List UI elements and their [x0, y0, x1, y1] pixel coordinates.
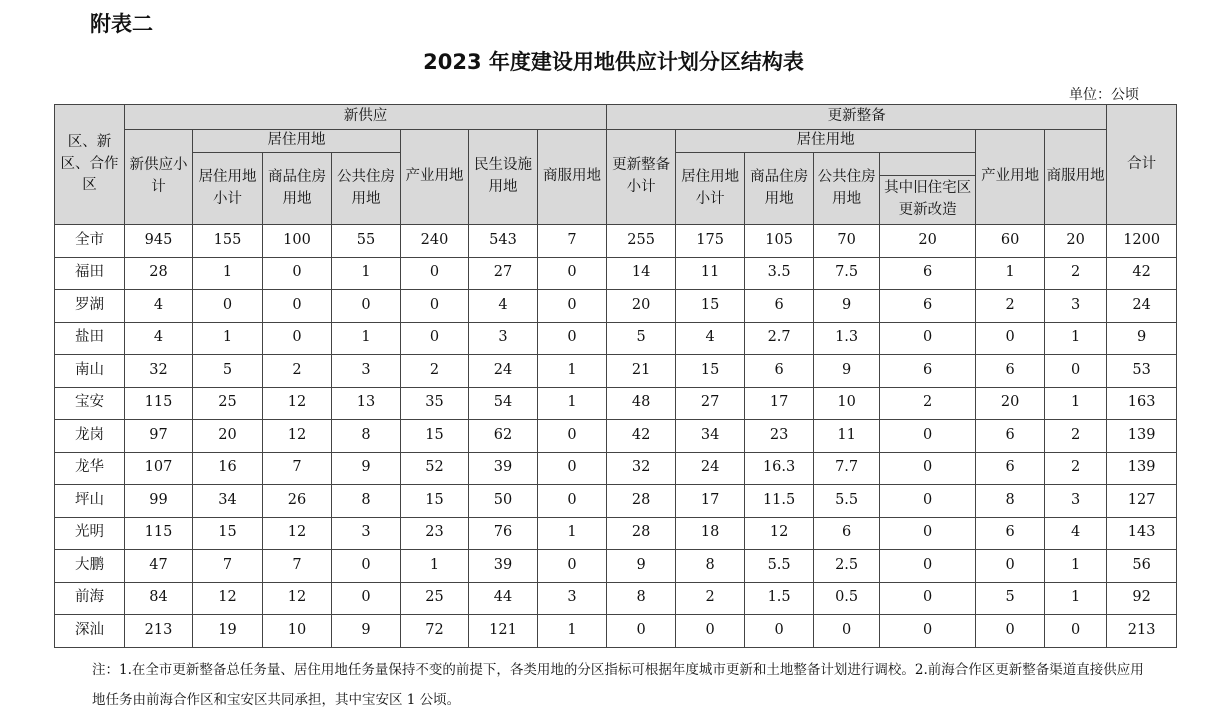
table-cell: 52	[401, 452, 469, 485]
table-row	[55, 452, 1177, 485]
table-cell: 72	[401, 615, 469, 648]
table-cell: 0	[880, 550, 976, 583]
table-cell: 1	[1045, 582, 1107, 615]
table-cell: 15	[676, 290, 745, 323]
row-district-name: 前海	[55, 582, 125, 615]
header-new-subtotal: 新供应小计	[125, 130, 193, 225]
header-renewal-res-subtotal: 居住用地小计	[676, 153, 745, 225]
header-renewal-commercial-housing: 商品住房用地	[745, 153, 814, 225]
table-cell: 163	[1107, 387, 1177, 420]
row-district-name: 深汕	[55, 615, 125, 648]
table-cell: 17	[745, 387, 814, 420]
header-renewal-industrial: 产业用地	[976, 130, 1045, 225]
table-cell: 0	[745, 615, 814, 648]
table-cell: 5.5	[814, 485, 880, 518]
table-cell: 27	[469, 257, 538, 290]
table-cell: 105	[745, 225, 814, 258]
table-cell: 1	[976, 257, 1045, 290]
row-district-name: 宝安	[55, 387, 125, 420]
table-cell: 4	[125, 322, 193, 355]
table-cell: 20	[607, 290, 676, 323]
header-total: 合计	[1107, 105, 1177, 225]
table-cell: 10	[814, 387, 880, 420]
page-title: 2023 年度建设用地供应计划分区结构表	[423, 50, 804, 74]
table-cell: 12	[263, 387, 332, 420]
table-cell: 18	[676, 517, 745, 550]
table-cell: 24	[676, 452, 745, 485]
table-cell: 1	[332, 322, 401, 355]
table-cell: 1	[538, 387, 607, 420]
header-renewal-commercial-service: 商服用地	[1045, 130, 1107, 225]
table-cell: 20	[880, 225, 976, 258]
table-cell: 0	[607, 615, 676, 648]
row-district-name: 龙岗	[55, 420, 125, 453]
table-cell: 2	[1045, 257, 1107, 290]
table-cell: 1	[401, 550, 469, 583]
table-cell: 35	[401, 387, 469, 420]
table-cell: 100	[263, 225, 332, 258]
table-cell: 3.5	[745, 257, 814, 290]
table-cell: 6	[880, 290, 976, 323]
table-cell: 15	[401, 485, 469, 518]
table-cell: 2	[263, 355, 332, 388]
table-cell: 6	[880, 355, 976, 388]
header-renewal-subtotal: 更新整备小计	[607, 130, 676, 225]
table-cell: 0	[976, 550, 1045, 583]
header-district: 区、新区、合作区	[55, 105, 125, 225]
table-cell: 0	[880, 517, 976, 550]
table-cell: 7.7	[814, 452, 880, 485]
table-cell: 7	[263, 452, 332, 485]
table-cell: 175	[676, 225, 745, 258]
table-cell: 34	[676, 420, 745, 453]
table-cell: 13	[332, 387, 401, 420]
table-cell: 3	[469, 322, 538, 355]
table-cell: 11	[814, 420, 880, 453]
header-new-supply: 新供应	[125, 105, 607, 130]
table-cell: 9	[607, 550, 676, 583]
table-body	[55, 225, 1177, 648]
table-cell: 2	[1045, 420, 1107, 453]
table-cell: 1	[193, 322, 263, 355]
header-old-residential-renewal: 其中旧住宅区更新改造	[880, 176, 976, 225]
table-cell: 32	[607, 452, 676, 485]
table-cell: 32	[125, 355, 193, 388]
table-cell: 20	[1045, 225, 1107, 258]
table-cell: 62	[469, 420, 538, 453]
table-cell: 28	[607, 517, 676, 550]
table-cell: 8	[607, 582, 676, 615]
table-cell: 0	[538, 322, 607, 355]
row-district-name: 坪山	[55, 485, 125, 518]
header-res-subtotal: 居住用地小计	[193, 153, 263, 225]
table-cell: 48	[607, 387, 676, 420]
table-cell: 0	[332, 290, 401, 323]
table-cell: 1	[538, 355, 607, 388]
table-cell: 54	[469, 387, 538, 420]
table-cell: 1	[538, 615, 607, 648]
unit-label: 单位：公顷	[1069, 87, 1139, 103]
table-cell: 3	[332, 517, 401, 550]
table-cell: 143	[1107, 517, 1177, 550]
table-cell: 16.3	[745, 452, 814, 485]
table-cell: 213	[1107, 615, 1177, 648]
table-cell: 47	[125, 550, 193, 583]
table-cell: 11.5	[745, 485, 814, 518]
table-cell: 19	[193, 615, 263, 648]
table-cell: 7	[538, 225, 607, 258]
supply-plan-table	[54, 104, 1177, 648]
table-cell: 99	[125, 485, 193, 518]
table-row	[55, 485, 1177, 518]
table-cell: 28	[125, 257, 193, 290]
table-cell: 6	[745, 355, 814, 388]
table-cell: 76	[469, 517, 538, 550]
table-cell: 127	[1107, 485, 1177, 518]
table-cell: 2	[880, 387, 976, 420]
table-cell: 8	[676, 550, 745, 583]
table-cell: 24	[469, 355, 538, 388]
table-cell: 20	[193, 420, 263, 453]
table-cell: 0.5	[814, 582, 880, 615]
table-cell: 0	[538, 420, 607, 453]
table-cell: 3	[538, 582, 607, 615]
table-cell: 6	[976, 355, 1045, 388]
table-cell: 44	[469, 582, 538, 615]
table-cell: 107	[125, 452, 193, 485]
table-cell: 39	[469, 550, 538, 583]
table-cell: 84	[125, 582, 193, 615]
appendix-label: 附表二	[90, 12, 153, 36]
table-cell: 7.5	[814, 257, 880, 290]
table-cell: 0	[538, 485, 607, 518]
row-district-name: 光明	[55, 517, 125, 550]
table-cell: 17	[676, 485, 745, 518]
table-cell: 8	[332, 420, 401, 453]
table-cell: 4	[125, 290, 193, 323]
table-cell: 9	[814, 290, 880, 323]
table-cell: 6	[745, 290, 814, 323]
table-cell: 139	[1107, 420, 1177, 453]
table-cell: 3	[1045, 290, 1107, 323]
table-cell: 42	[607, 420, 676, 453]
table-cell: 0	[401, 257, 469, 290]
table-cell: 15	[193, 517, 263, 550]
table-cell: 2.5	[814, 550, 880, 583]
table-cell: 1	[1045, 550, 1107, 583]
table-cell: 6	[880, 257, 976, 290]
table-cell: 0	[263, 322, 332, 355]
header-residential-group-renewal: 居住用地	[676, 130, 976, 153]
table-cell: 0	[263, 290, 332, 323]
table-cell: 0	[538, 550, 607, 583]
table-cell: 14	[607, 257, 676, 290]
table-cell: 115	[125, 517, 193, 550]
row-district-name: 盐田	[55, 322, 125, 355]
table-cell: 55	[332, 225, 401, 258]
table-cell: 7	[193, 550, 263, 583]
table-cell: 1200	[1107, 225, 1177, 258]
table-cell: 2	[1045, 452, 1107, 485]
table-cell: 9	[1107, 322, 1177, 355]
table-cell: 240	[401, 225, 469, 258]
table-cell: 0	[976, 322, 1045, 355]
table-cell: 12	[263, 420, 332, 453]
table-cell: 0	[401, 290, 469, 323]
table-cell: 121	[469, 615, 538, 648]
table-cell: 3	[1045, 485, 1107, 518]
table-cell: 50	[469, 485, 538, 518]
table-cell: 2	[401, 355, 469, 388]
table-row	[55, 225, 1177, 258]
table-cell: 3	[332, 355, 401, 388]
table-cell: 10	[263, 615, 332, 648]
table-cell: 60	[976, 225, 1045, 258]
table-cell: 4	[1045, 517, 1107, 550]
table-cell: 53	[1107, 355, 1177, 388]
table-cell: 9	[332, 615, 401, 648]
table-row	[55, 420, 1177, 453]
table-row	[55, 257, 1177, 290]
table-cell: 25	[193, 387, 263, 420]
table-cell: 23	[745, 420, 814, 453]
table-cell: 8	[976, 485, 1045, 518]
table-cell: 21	[607, 355, 676, 388]
header-public-housing: 公共住房用地	[332, 153, 401, 225]
table-cell: 16	[193, 452, 263, 485]
row-district-name: 南山	[55, 355, 125, 388]
table-cell: 0	[538, 452, 607, 485]
table-cell: 0	[332, 550, 401, 583]
table-row	[55, 355, 1177, 388]
table-cell: 255	[607, 225, 676, 258]
table-cell: 24	[1107, 290, 1177, 323]
table-cell: 0	[263, 257, 332, 290]
table-cell: 9	[814, 355, 880, 388]
row-district-name: 全市	[55, 225, 125, 258]
table-cell: 0	[332, 582, 401, 615]
table-cell: 0	[676, 615, 745, 648]
table-cell: 15	[676, 355, 745, 388]
table-cell: 6	[976, 452, 1045, 485]
table-cell: 0	[880, 485, 976, 518]
table-cell: 5	[976, 582, 1045, 615]
table-cell: 5	[193, 355, 263, 388]
table-cell: 70	[814, 225, 880, 258]
table-row	[55, 550, 1177, 583]
table-cell: 2	[676, 582, 745, 615]
table-cell: 0	[880, 615, 976, 648]
row-district-name: 罗湖	[55, 290, 125, 323]
table-cell: 25	[401, 582, 469, 615]
table-cell: 0	[401, 322, 469, 355]
table-cell: 12	[193, 582, 263, 615]
header-livelihood: 民生设施用地	[469, 130, 538, 225]
table-cell: 4	[469, 290, 538, 323]
table-cell: 28	[607, 485, 676, 518]
table-cell: 1	[1045, 322, 1107, 355]
table-cell: 213	[125, 615, 193, 648]
header-industrial: 产业用地	[401, 130, 469, 225]
table-cell: 5	[607, 322, 676, 355]
table-cell: 92	[1107, 582, 1177, 615]
table-cell: 2.7	[745, 322, 814, 355]
table-cell: 15	[401, 420, 469, 453]
table-cell: 2	[976, 290, 1045, 323]
table-cell: 4	[676, 322, 745, 355]
table-cell: 97	[125, 420, 193, 453]
table-cell: 0	[1045, 615, 1107, 648]
header-commercial-housing: 商品住房用地	[263, 153, 332, 225]
header-renewal-public-housing: 公共住房用地	[814, 153, 880, 225]
table-cell: 0	[976, 615, 1045, 648]
table-cell: 6	[976, 517, 1045, 550]
table-cell: 12	[263, 517, 332, 550]
table-cell: 0	[193, 290, 263, 323]
table-cell: 1.3	[814, 322, 880, 355]
table-cell: 0	[880, 420, 976, 453]
footnote: 注：1.在全市更新整备总任务量、居住用地任务量保持不变的前提下，各类用地的分区指标可根据年度城市更新和土地整备计划进行调校。2.前海合作区更新整备渠道直接供应用地任务由前海合作区和宝安区共同承担，其中宝安区 1 公顷。	[92, 662, 1144, 708]
table-cell: 543	[469, 225, 538, 258]
table-row	[55, 387, 1177, 420]
table-cell: 0	[880, 452, 976, 485]
table-cell: 945	[125, 225, 193, 258]
row-district-name: 大鹏	[55, 550, 125, 583]
table-cell: 6	[976, 420, 1045, 453]
table-cell: 139	[1107, 452, 1177, 485]
table-cell: 6	[814, 517, 880, 550]
table-cell: 5.5	[745, 550, 814, 583]
table-cell: 9	[332, 452, 401, 485]
table-cell: 27	[676, 387, 745, 420]
row-district-name: 龙华	[55, 452, 125, 485]
table-cell: 12	[745, 517, 814, 550]
table-cell: 1	[1045, 387, 1107, 420]
table-cell: 1.5	[745, 582, 814, 615]
table-cell: 0	[814, 615, 880, 648]
table-cell: 1	[538, 517, 607, 550]
table-row	[55, 517, 1177, 550]
table-cell: 11	[676, 257, 745, 290]
table-row	[55, 290, 1177, 323]
table-row	[55, 322, 1177, 355]
table-cell: 0	[880, 322, 976, 355]
table-cell: 42	[1107, 257, 1177, 290]
row-district-name: 福田	[55, 257, 125, 290]
table-cell: 0	[1045, 355, 1107, 388]
header-commercial-service: 商服用地	[538, 130, 607, 225]
table-cell: 0	[538, 290, 607, 323]
table-row	[55, 582, 1177, 615]
table-cell: 12	[263, 582, 332, 615]
table-cell: 7	[263, 550, 332, 583]
table-cell: 23	[401, 517, 469, 550]
table-cell: 56	[1107, 550, 1177, 583]
table-cell: 20	[976, 387, 1045, 420]
table-cell: 1	[332, 257, 401, 290]
header-renewal: 更新整备	[607, 105, 1107, 130]
table-row	[55, 615, 1177, 648]
table-cell: 8	[332, 485, 401, 518]
header-residential-group: 居住用地	[193, 130, 401, 153]
table-cell: 1	[193, 257, 263, 290]
table-cell: 26	[263, 485, 332, 518]
table-cell: 0	[538, 257, 607, 290]
table-cell: 155	[193, 225, 263, 258]
table-cell: 39	[469, 452, 538, 485]
table-cell: 0	[880, 582, 976, 615]
table-cell: 115	[125, 387, 193, 420]
table-cell: 34	[193, 485, 263, 518]
